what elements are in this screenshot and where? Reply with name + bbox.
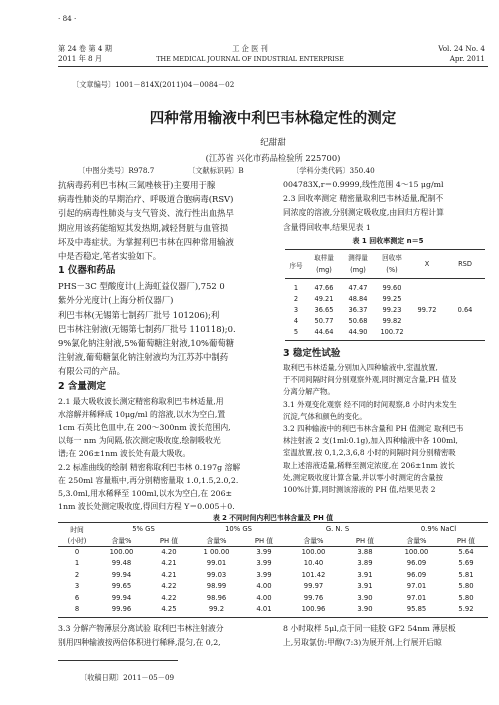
table-cell: 4.22 <box>161 593 177 602</box>
intro-line: 中是否稳定,笔者实验如下。 <box>58 251 162 262</box>
section-line: 3.1 外观变化观察 经不同的时间观察,8 小时内未发生 <box>283 399 457 409</box>
section-line: 在 250ml 容量瓶中,再分别精密量取 1.0,1.5,2.0,2. <box>58 475 239 485</box>
table-cell <box>445 315 485 326</box>
table-cell: 101.42 <box>301 570 326 579</box>
header-rule <box>58 66 488 67</box>
table-cell: 99.60 <box>382 283 402 292</box>
table-row <box>58 569 488 581</box>
section-line: 8 小时取样 5μl,点于同一硅胶 GF2 54nm 薄层板 <box>283 624 456 633</box>
bottom-left-text <box>58 622 273 650</box>
table-cell: 0.64 <box>457 305 473 314</box>
table-row <box>58 558 488 570</box>
table1-top-rule <box>285 249 485 250</box>
section-line: 含量得回收率,结果见表 1 <box>283 222 371 232</box>
section-heading: 1 仪器和药品 <box>58 265 116 277</box>
table-cell: 3.90 <box>357 605 373 614</box>
table-cell: 99.97 <box>303 582 324 591</box>
table-cell: 99.76 <box>303 593 324 602</box>
article-number: 〔文章编号〕1001－814X(2011)04－0084－02 <box>72 80 235 89</box>
table1-header: 测得量 (mg) <box>348 254 368 274</box>
intro-line: 坏及中毒症状。为掌握利巴韦林在四种常用输液 <box>58 236 234 247</box>
table-cell: 96.09 <box>406 570 427 579</box>
section-line: 2.1 最大吸收波长测定精密称取利巴韦林适量,用 <box>58 396 224 406</box>
section-line: 紫外分光度计(上海分析仪器厂) <box>58 295 174 306</box>
table-cell <box>445 293 485 304</box>
table-cell: 5.81 <box>458 570 474 579</box>
table1-bottom-rule <box>285 340 485 341</box>
table2-sub-header: (小时) <box>67 537 87 545</box>
table-cell: 5 <box>293 327 299 336</box>
table-cell: 10.40 <box>303 559 324 568</box>
table2-sub-header: 含量% <box>303 537 324 545</box>
table-cell: 36.37 <box>348 305 368 314</box>
table2-sub-header: PH 值 <box>254 537 274 545</box>
section-line: 利巴韦林(无锡第七制药厂批号 101206);利 <box>58 309 220 320</box>
section-line: 谱;在 206±1nm 波长处有最大吸收。 <box>58 449 191 459</box>
bottom-right-text <box>283 622 493 650</box>
table-cell: 100.00 <box>404 548 429 556</box>
table-cell: 3.90 <box>357 593 373 602</box>
table-cell: 48.84 <box>348 294 368 303</box>
table-cell: 4.21 <box>161 559 177 568</box>
table2-caption: 表 2 不同时间内利巴韦林含量及 PH 值 <box>212 514 334 522</box>
table-cell <box>409 282 445 293</box>
section-line: 取利巴韦林适量,分别加入四种输液中,室温放置, <box>283 363 438 372</box>
table-cell: 3.91 <box>357 582 373 591</box>
section-line: 2.3 回收率测定 精密量取利巴韦林适量,配制不 <box>283 194 444 204</box>
table-cell: 47.66 <box>314 283 334 292</box>
section-line: 巴韦林注射液(无锡第七制药厂批号 110118);0. <box>58 323 236 334</box>
table-cell <box>409 326 445 337</box>
table1-header: X <box>424 260 430 268</box>
table2-group-header: 5% GS <box>132 524 155 533</box>
table2-group-header: 10% GS <box>225 524 252 533</box>
table-cell: 47.47 <box>348 283 368 292</box>
table-cell: 100.96 <box>301 605 326 614</box>
document-code: 〔文献标识码〕B <box>188 166 244 175</box>
section-line: 同浓度的溶液,分别测定吸收度,由回归方程计算 <box>283 208 444 218</box>
table-cell <box>409 293 445 304</box>
header-volume: Vol. 24 No. 4 <box>438 44 485 53</box>
table-cell: 3.89 <box>357 559 373 568</box>
table-cell: 5.69 <box>458 559 474 568</box>
table-cell: 2 <box>293 294 299 303</box>
table-cell: 5.64 <box>458 548 474 556</box>
table-cell: 36.65 <box>314 305 334 314</box>
table-cell: 4.22 <box>161 582 177 591</box>
table-cell: 99.25 <box>382 294 402 303</box>
section-line: 9%氯化钠注射液,5%葡萄糖注射液,10%葡萄糖 <box>58 338 235 349</box>
section-line: 2.2 标准曲线的绘制 精密称取利巴韦林 0.197g 溶解 <box>58 462 241 472</box>
table-cell: 95.85 <box>406 605 427 614</box>
table1-header: 回收率 (%) <box>382 254 402 274</box>
table1-header: RSD <box>458 260 472 268</box>
table2-sub-header: PH 值 <box>355 537 375 545</box>
section-heading: 3 稳定性试验 <box>283 348 341 359</box>
table-cell <box>445 282 485 293</box>
table-cell: 99.82 <box>382 316 402 325</box>
footnote-rule <box>58 660 178 661</box>
table-row <box>285 326 485 337</box>
table-cell: 2 <box>74 570 80 579</box>
table-cell: 4.20 <box>161 548 177 556</box>
table2-group-header: 0.9% NaCl <box>420 524 457 533</box>
section-line: 处,测定吸收度计算含量,并以零小时测定的含量按 <box>283 472 443 482</box>
table-cell: 44.90 <box>348 327 368 336</box>
intro-line: 期应用该药能缩短其发热期,减轻肾脏与血管损 <box>58 222 229 233</box>
section-line: 上,另取氯仿:甲醇(7:3)为展开剂,上行展开后晾 <box>283 638 442 647</box>
table-cell: 3.99 <box>256 570 272 579</box>
table-cell: 4.01 <box>256 605 272 614</box>
section-line: 以每一 nm 为间隔,依次测定吸收度,绘制吸收光 <box>58 436 221 446</box>
intro-line: 病毒性肺炎的早期治疗、呼吸道合胞病毒(RSV) <box>58 194 234 205</box>
section-line: PHS－3C 型酸度计(上海虹益仪器厂),752 0 <box>58 281 225 292</box>
section-line: 注射液,葡萄糖氯化钠注射液均为江苏苏中制药 <box>58 352 229 363</box>
table-cell: 5.92 <box>458 605 474 614</box>
table-cell: 4.00 <box>256 593 272 602</box>
table-cell: 99.72 <box>417 305 437 314</box>
author: 纪甜甜 <box>260 138 286 148</box>
right-column-top <box>283 178 493 235</box>
table-row <box>285 293 485 304</box>
journal-name-cn: 工 企 医 刊 <box>232 44 268 53</box>
table-cell: 5.80 <box>458 582 474 591</box>
table2-group-header: 时间 <box>70 525 84 534</box>
header-date: 2011 年 8 月 <box>58 54 103 63</box>
table2-sub-header: PH 值 <box>159 537 179 545</box>
table2-group-header-row <box>58 523 488 535</box>
left-column <box>58 178 273 513</box>
page-number: · 84 · <box>58 14 77 23</box>
table-cell: 3.88 <box>357 548 373 556</box>
section-heading: 2 含量测定 <box>58 380 106 392</box>
section-line: 100%计算,同时测该溶液的 PH 值,结果见表 2 <box>283 485 436 495</box>
table-cell: 98.96 <box>206 593 227 602</box>
section-line: 分离分解产物。 <box>283 387 335 397</box>
table-cell: 44.64 <box>314 327 334 336</box>
table-cell: 4 <box>293 316 299 325</box>
table-cell: 4.21 <box>161 570 177 579</box>
table-cell: 100.00 <box>301 548 326 556</box>
table-row <box>58 581 488 593</box>
table-cell: 0 <box>74 548 80 556</box>
section-line: 取上述溶液适量,稀释至测定浓度,在 206±1nm 波长 <box>283 460 455 470</box>
table1 <box>285 282 485 337</box>
table2-bottom-rule <box>58 617 488 618</box>
section-line: 3.3 分解产物薄层分离试验 取利巴韦林注射液分 <box>58 624 224 633</box>
table-cell: 3 <box>293 305 299 314</box>
table-cell: 1 <box>74 559 80 568</box>
right-column-section3 <box>283 346 493 496</box>
table2-sub-header: 含量% <box>111 537 132 545</box>
table-cell: 98.99 <box>206 582 227 591</box>
table-cell: 100.72 <box>380 327 404 336</box>
header-month: Apr. 2011 <box>449 54 485 63</box>
table-cell: 1 <box>293 283 299 292</box>
table-row <box>285 315 485 326</box>
table-cell: 4.00 <box>256 582 272 591</box>
table-cell: 96.09 <box>406 559 427 568</box>
table-cell: 99.65 <box>111 582 132 591</box>
table-cell: 99.94 <box>111 570 132 579</box>
table2 <box>58 523 488 615</box>
article-title: 四种常用输液中利巴韦林稳定性的测定 <box>149 111 397 127</box>
received-date: 〔收稿日期〕2011－05－09 <box>80 673 175 682</box>
table-cell: 99.96 <box>111 605 132 614</box>
table-cell: 3.91 <box>357 570 373 579</box>
table2-group-header: G. N. S <box>325 524 350 533</box>
table-cell: 99.01 <box>206 559 227 568</box>
table-cell: 3 <box>74 582 80 591</box>
table-cell: 50.68 <box>348 316 368 325</box>
journal-name-en: THE MEDICAL JOURNAL OF INDUSTRIAL ENTERPRISE <box>156 55 344 63</box>
table-cell: 3.99 <box>256 548 272 556</box>
table-cell: 8 <box>74 605 80 614</box>
table-cell: 99.94 <box>111 593 132 602</box>
section-line: 水溶解并稀释成 10μg/ml 的溶液,以水为空白,置 <box>58 409 226 419</box>
table-cell: 99.23 <box>382 305 402 314</box>
section-line: 3.2 四种输液中的利巴韦林含量和 PH 值测定 取利巴韦 <box>283 424 464 434</box>
table-cell: 6 <box>74 593 80 602</box>
table-cell <box>445 326 485 337</box>
table2-sub-header: 含量% <box>206 537 227 545</box>
table-row <box>285 304 485 315</box>
table-cell: 99.2 <box>208 605 225 614</box>
table-cell: 99.48 <box>111 559 132 568</box>
table-cell: 97.01 <box>406 593 427 602</box>
intro-line: 抗病毒药利巴韦林(三氮唑核苷)主要用于腺 <box>58 180 216 190</box>
section-line: 1nm 波长处测定吸收度,得回归方程 Y＝0.005＋0. <box>58 502 235 512</box>
table2-sub-header-row <box>58 535 488 547</box>
clc-number: 〔中图分类号〕R978.7 <box>78 166 155 175</box>
table-row <box>58 592 488 604</box>
table-cell: 4.25 <box>161 605 177 614</box>
table2-sub-header: PH 值 <box>456 537 476 545</box>
section-line: 于不同间隔时间分别观察外观,同时测定含量,PH 值及 <box>283 375 457 385</box>
section-line: 有限公司的产品。 <box>58 366 125 377</box>
table-cell: 100.00 <box>109 548 134 556</box>
section-line: 004783X,r＝0.9999,线性范围 4～15 μg/ml <box>283 180 444 189</box>
table1-header-rule <box>285 278 485 279</box>
table-cell: 49.21 <box>314 294 334 303</box>
table-cell: 99.03 <box>206 570 227 579</box>
table-row <box>285 282 485 293</box>
table-cell: 97.01 <box>406 582 427 591</box>
table-row <box>58 546 488 558</box>
table1-header: 序号 <box>289 262 303 270</box>
table2-sub-header: 含量% <box>406 537 427 545</box>
table-row <box>58 604 488 616</box>
subject-code: 〔学科分类代码〕350.40 <box>292 166 375 175</box>
table1-header: 取样量 (mg) <box>314 254 334 274</box>
section-line: 别用四种输液按两倍体积进行稀释,混匀,在 0,2, <box>58 638 221 647</box>
section-line: 沉淀,气体和颜色的变化。 <box>283 411 367 421</box>
section-line: 5,3.0ml,用水稀释至 100ml,以水为空白,在 206± <box>58 489 233 499</box>
table-cell: 1 00.00 <box>203 548 230 556</box>
affiliation: (江苏省 兴化市药品检验所 225700) <box>205 153 341 163</box>
section-line: 1cm 石英比色皿中,在 200～300nm 波长范围内, <box>58 423 231 433</box>
intro-line: 引起的病毒性肺炎与支气管炎、流行性出血热早 <box>58 208 234 219</box>
header-issue: 第 24 卷 第 4 期 <box>58 44 112 53</box>
table-cell: 3.99 <box>256 559 272 568</box>
table-cell: 50.77 <box>314 316 334 325</box>
section-line: 室温放置,按 0,1,2,3,6,8 小时的间隔时间分别精密吸 <box>283 448 456 458</box>
table-cell: 5.80 <box>458 593 474 602</box>
section-line: 林注射液 2 支(1ml:0.1g),加入四种输液中各 100ml, <box>283 436 458 446</box>
table1-caption: 表 1 回收率测定 n＝5 <box>352 237 424 245</box>
table-cell <box>409 315 445 326</box>
